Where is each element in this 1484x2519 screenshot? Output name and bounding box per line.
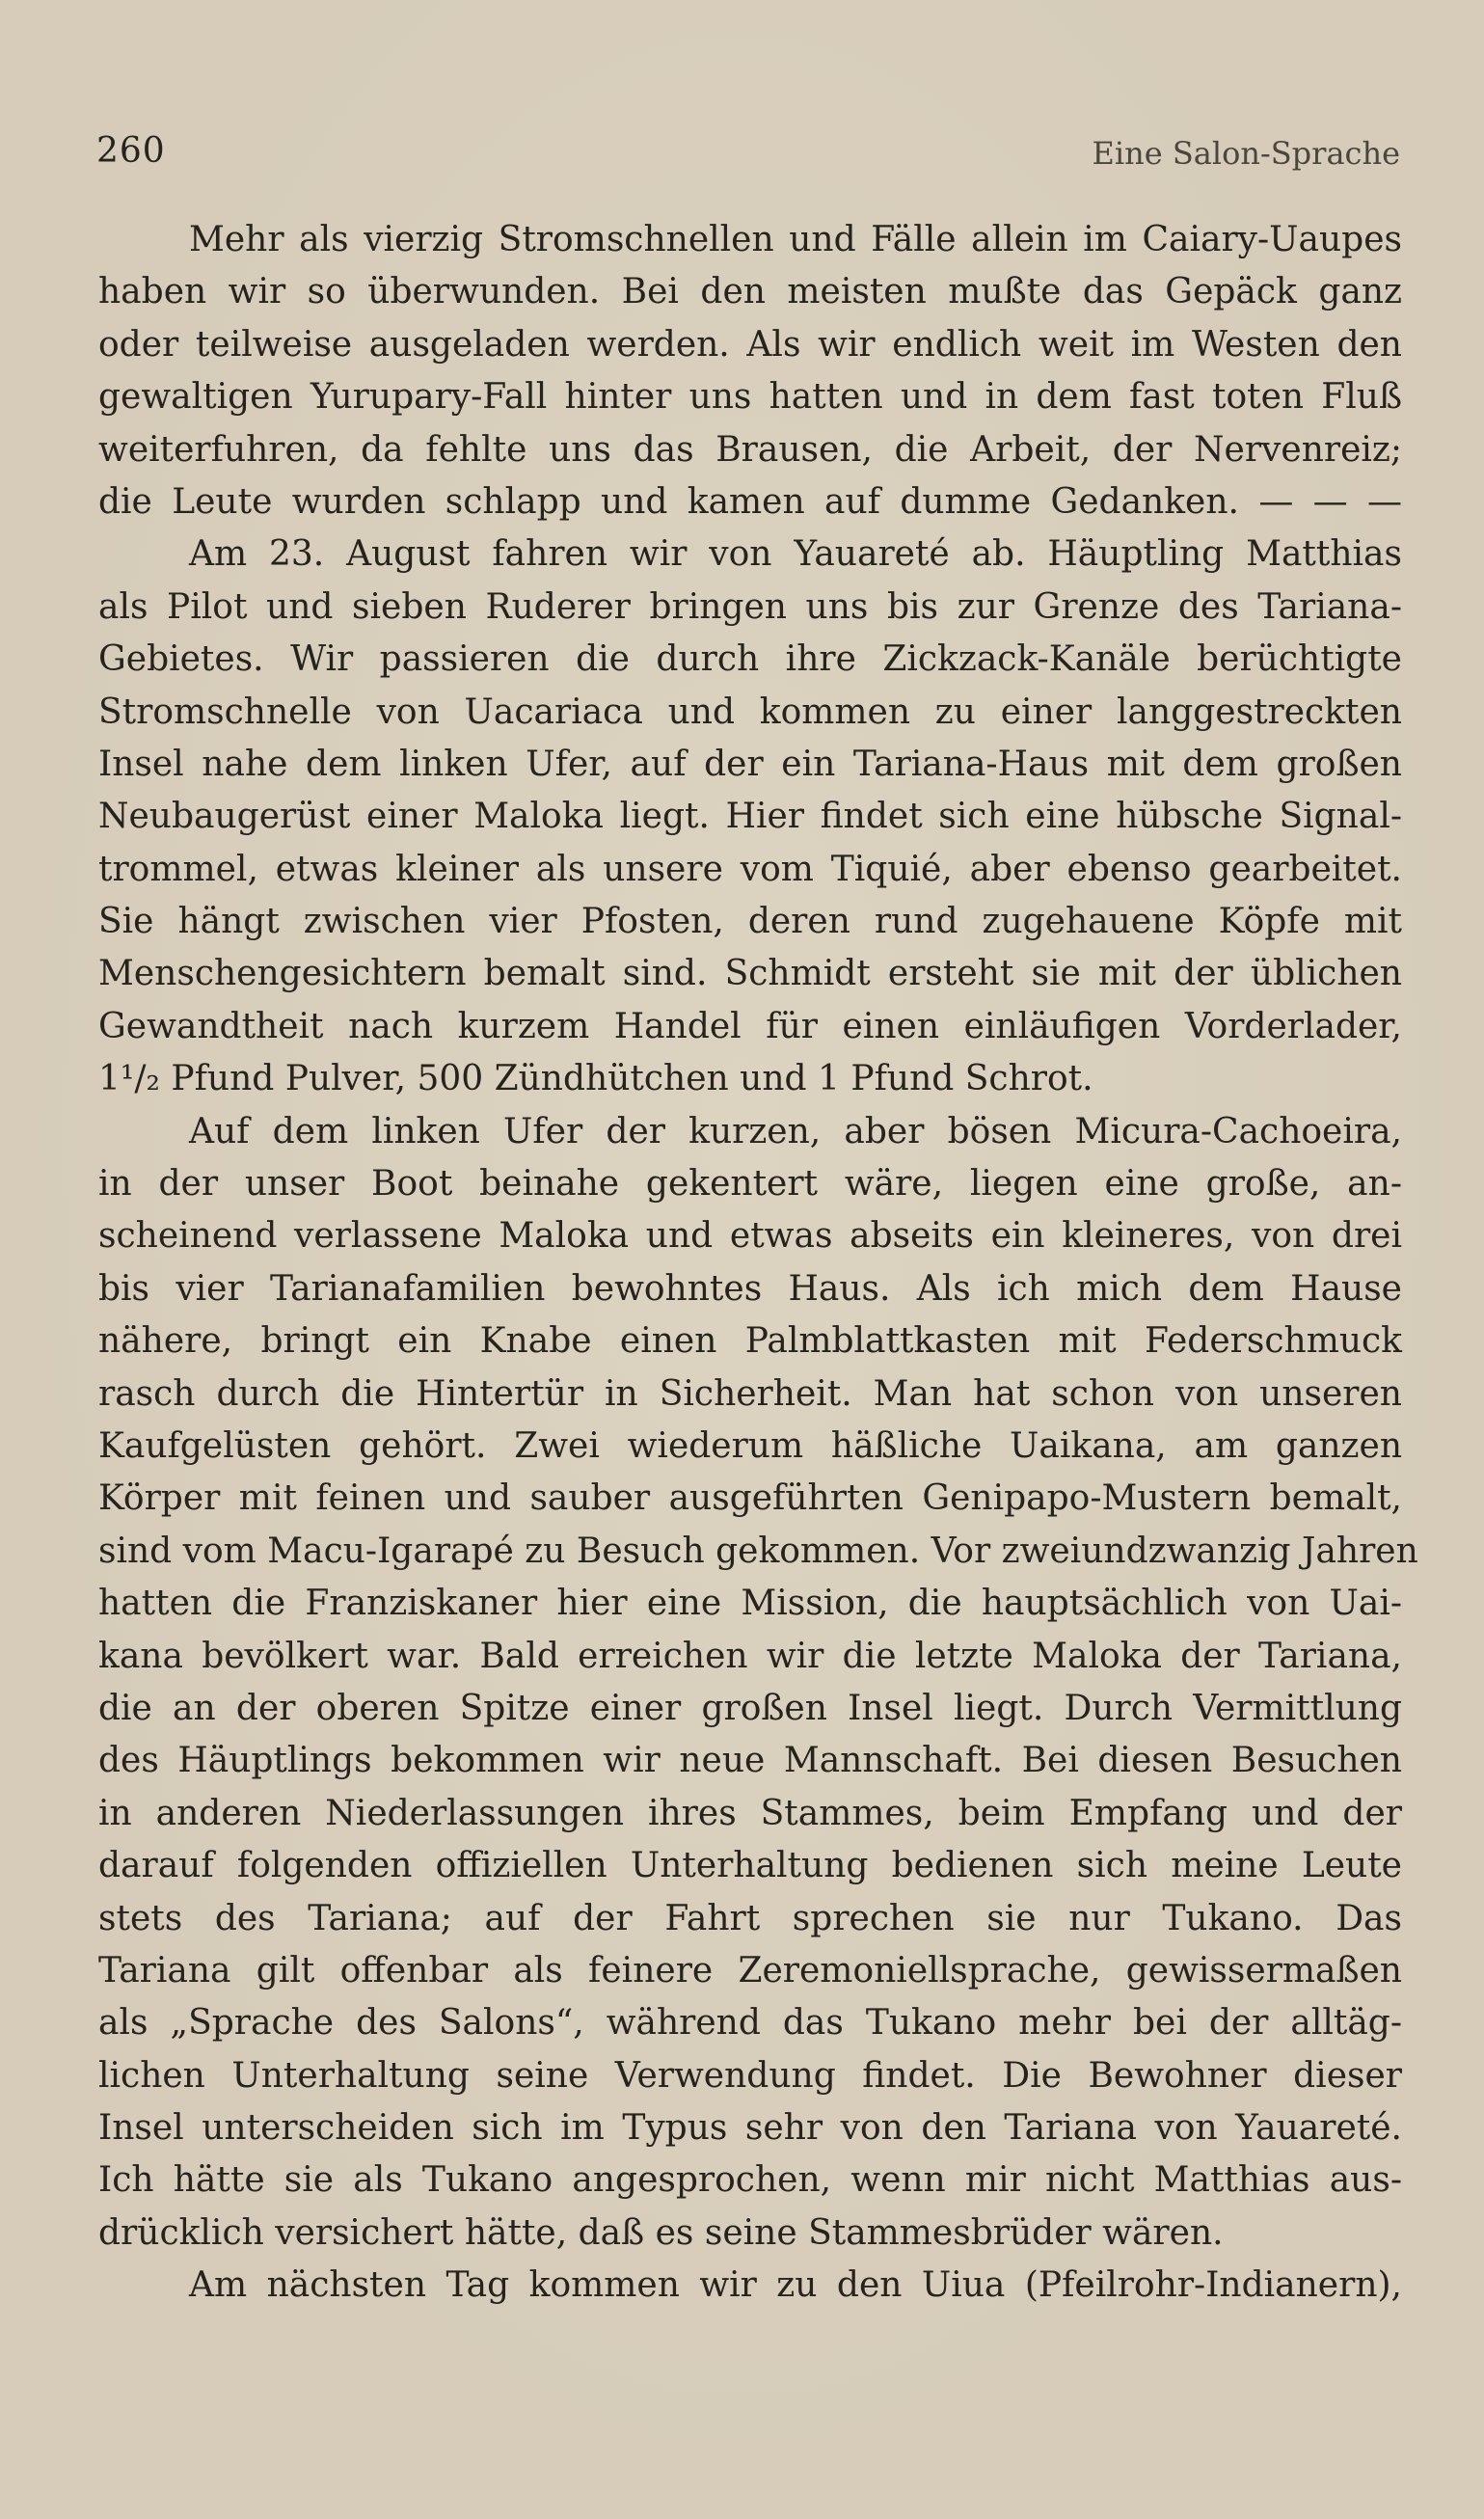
text-line: Tariana gilt offenbar als feinere Zeremoniellsprache, gewissermaßen [98,1950,1402,1991]
running-head: Eine Salon-Sprache [1092,135,1400,172]
text-line: lichen Unterhaltung seine Verwendung findet. Die Bewohner dieser [98,2055,1402,2096]
text-line: oder teilweise ausgeladen werden. Als wir endlich weit im Westen den [98,324,1402,365]
text-line: Auf dem linken Ufer der kurzen, aber bösen Micura-Cachoeira, [189,1111,1402,1151]
text-line: hatten die Franziskaner hier eine Mission, die hauptsächlich von Uai- [98,1584,1402,1624]
text-line: kana bevölkert war. Bald erreichen wir die letzte Maloka der Tariana, [98,1636,1402,1676]
page-number: 260 [96,131,166,171]
page-header [96,131,1400,179]
text-line: weiterfuhren, da fehlte uns das Brausen, die Arbeit, der Nervenreiz; [98,429,1402,470]
text-line: Menschengesichtern bemalt sind. Schmidt ersteht sie mit der üblichen [98,954,1402,994]
text-line: rasch durch die Hintertür in Sicherheit. Man hat schon von unseren [98,1373,1402,1414]
text-line: in der unser Boot beinahe gekentert wäre, liegen eine große, an- [98,1164,1402,1205]
text-line: Kaufgelüsten gehört. Zwei wiederum häßliche Uaikana, am ganzen [98,1425,1402,1466]
text-line: Sie hängt zwischen vier Pfosten, deren rund zugehauene Köpfe mit [98,902,1402,942]
text-line: Körper mit feinen und sauber ausgeführten Genipapo-Mustern bemalt, [98,1478,1402,1519]
text-line: die Leute wurden schlapp und kamen auf dumme Gedanken. — — — [98,481,1402,522]
text-line: Neubaugerüst einer Maloka liegt. Hier findet sich eine hübsche Signal- [98,797,1402,837]
text-line: stets des Tariana; auf der Fahrt sprechen sie nur Tukano. Das [98,1898,1402,1938]
text-line: Am 23. August fahren wir von Yauareté ab. Häuptling Matthias [189,534,1402,575]
text-line: nähere, bringt ein Knabe einen Palmblattkasten mit Federschmuck [98,1321,1402,1362]
text-line: Mehr als vierzig Stromschnellen und Fälle allein im Caiary-Uaupes [189,220,1402,259]
text-line: sind vom Macu-Igarapé zu Besuch gekommen. Vor zweiundzwanzig Jahren [98,1530,1418,1571]
text-line: scheinend verlassene Maloka und etwas abseits ein kleineres, von drei [98,1216,1402,1257]
text-line: als „Sprache des Salons“, während das Tukano mehr bei der alltäg- [98,2003,1402,2044]
text-line: trommel, etwas kleiner als unsere vom Tiquié, aber ebenso gearbeitet. [98,849,1402,889]
text-line: Stromschnelle von Uacariaca und kommen zu einer langgestreckten [98,691,1402,732]
text-line: als Pilot und sieben Ruderer bringen uns bis zur Grenze des Tariana- [98,586,1402,627]
text-line: gewaltigen Yurupary-Fall hinter uns hatten und in dem fast toten Fluß [98,377,1402,418]
text-line: Gebietes. Wir passieren die durch ihre Zickzack-Kanäle berüchtigte [98,639,1402,680]
text-line: 1¹/₂ Pfund Pulver, 500 Zündhütchen und 1 Pfund Schrot. [98,1059,1093,1099]
text-line: darauf folgenden offiziellen Unterhaltung bedienen sich meine Leute [98,1846,1402,1886]
body-text [98,214,1418,2313]
text-line: Insel nahe dem linken Ufer, auf der ein Tariana-Haus mit dem großen [98,744,1402,784]
text-line: des Häuptlings bekommen wir neue Mannschaft. Bei diesen Besuchen [98,1741,1402,1781]
text-line: bis vier Tarianafamilien bewohntes Haus. Als ich mich dem Hause [98,1268,1402,1309]
text-line: Ich hätte sie als Tukano angesprochen, wenn mir nicht Matthias aus- [98,2160,1402,2201]
text-line: Gewandtheit nach kurzem Handel für einen einläufigen Vorderlader, [98,1006,1402,1046]
text-line: drücklich versichert hätte, daß es seine Stammesbrüder wären. [98,2212,1224,2253]
text-line: haben wir so überwunden. Bei den meisten mußte das Gepäck ganz [98,272,1402,312]
text-line: die an der oberen Spitze einer großen Insel liegt. Durch Vermittlung [98,1688,1402,1728]
text-line: in anderen Niederlassungen ihres Stammes, beim Empfang und der [98,1793,1402,1833]
text-line: Insel unterscheiden sich im Typus sehr von den Tariana von Yauareté. [98,2108,1402,2149]
text-line: Am nächsten Tag kommen wir zu den Uiua (Pfeilrohr-Indianern), [189,2265,1402,2306]
